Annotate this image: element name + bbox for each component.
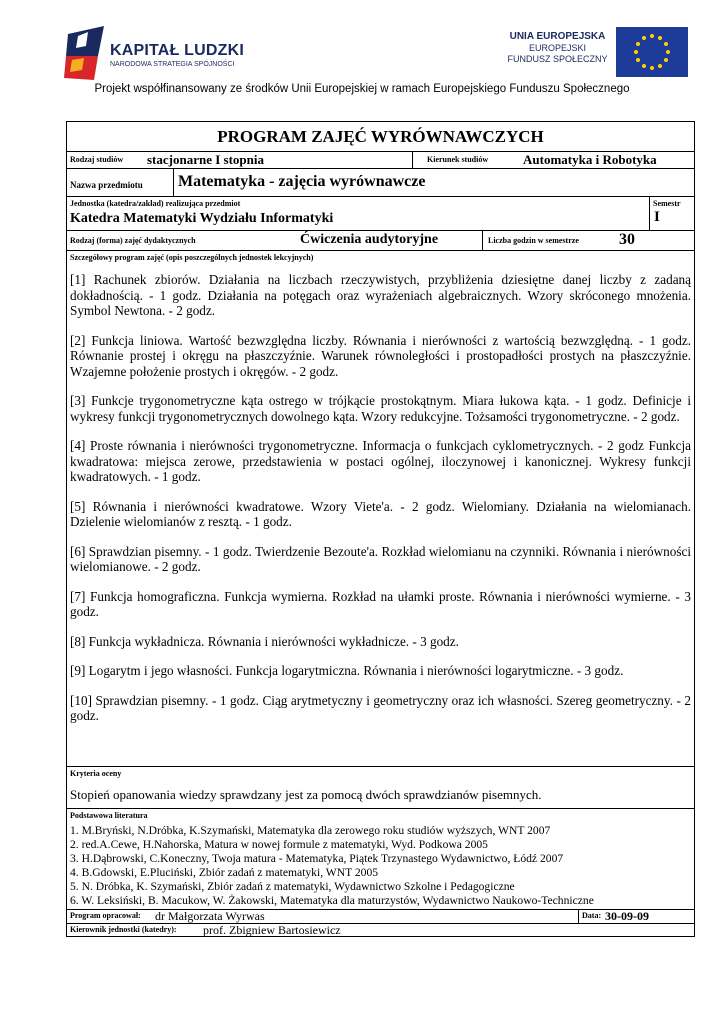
form-title-row <box>67 122 694 152</box>
study-type-label: Rodzaj studiów <box>70 155 124 164</box>
subject-value: Matematyka - zajęcia wyrównawcze <box>178 173 426 190</box>
date-label: Data: <box>582 911 602 920</box>
project-note: Projekt współfinansowany ze środków Unii Europejskiej w ramach Europejskiego Funduszu Społecznego <box>94 83 630 95</box>
eu-flag-icon <box>616 27 688 77</box>
prepared-by-label: Program opracował: <box>70 911 141 920</box>
literature-item: 4. B.Gdowski, E.Pluciński, Zbiór zadań z matematyki, WNT 2005 <box>70 866 379 879</box>
program-paragraph: [9] Logarytm i jego własności. Funkcja logarytmiczna. Równania i nierówności logarytmiczne. - 3 godz. <box>70 663 624 678</box>
study-type-value: stacjonarne I stopnia <box>147 152 265 167</box>
unit-label: Jednostka (katedra/zakład) realizująca przedmiot <box>70 199 241 208</box>
date-value: 30-09-09 <box>605 909 649 923</box>
page-header <box>0 0 724 110</box>
direction-label: Kierunek studiów <box>427 155 489 164</box>
semester-cell <box>649 197 694 230</box>
head-row <box>67 924 694 936</box>
program-paragraph: [3] Funkcje trygonometryczne kąta ostrego w trójkącie prostokątnym. Miara łukowa kąta. - 1 godz. Definicje i wykresy funkcji trygonometrycznych dowolnego kąta. Wzory redukcyjne. Tożsamości trygonometryczne. - 2 godz. <box>70 393 691 424</box>
subject-value-cell <box>173 169 694 196</box>
direction-cell <box>412 152 694 168</box>
semester-value: I <box>654 209 660 225</box>
hours-cell <box>482 231 694 250</box>
program-label: Szczegółowy program zajęć (opis poszczególnych jednostek lekcyjnych) <box>70 253 314 262</box>
prepared-cell <box>67 910 578 923</box>
study-row <box>67 152 694 169</box>
class-form-value: Ćwiczenia audytoryjne <box>300 232 439 247</box>
program-paragraph: [2] Funkcja liniowa. Wartość bezwzględna liczby. Równania i nierówności z wartością bezwzględną. - 1 godz. Równanie prostej i okręgu na płaszczyźnie. Warunek równoległości i prostopadłości prostych na płaszczyźnie. Wzajemne położenie prostych i okręgów. - 2 godz. <box>70 332 691 379</box>
unit-value: Katedra Matematyki Wydziału Informatyki <box>70 211 334 226</box>
literature-item: 1. M.Bryński, N.Dróbka, K.Szymański, Matematyka dla zerowego roku studiów wyższych, WNT 2007 <box>70 824 551 837</box>
ue-line3: FUNDUSZ SPOŁECZNY <box>507 54 608 64</box>
program-paragraph: [8] Funkcja wykładnicza. Równania i nierówności wykładnicze. - 3 godz. <box>70 633 459 649</box>
program-paragraph: [6] Sprawdzian pisemny. - 1 godz. Twierdzenie Bezoute'a. Rozkład wielomianu na czynniki. Równania i nierówności wielomianowe. - 2 godz. <box>70 543 691 574</box>
program-paragraph: [5] Równania i nierówności kwadratowe. Wzory Viete'a. - 2 godz. Wielomiany. Działania na wielomianach. Dzielenie wielomianów z resztą. - 1 godz. <box>70 498 691 529</box>
literature-item: 6. W. Leksiński, B. Macukow, W. Żakowski, Matematyka dla maturzystów, Wydawnictwo Naukowo-Techniczne <box>70 894 594 907</box>
class-form-label: Rodzaj (forma) zajęć dydaktycznych <box>70 236 196 245</box>
semester-label: Semestr <box>653 199 681 208</box>
direction-value: Automatyka i Robotyka <box>523 152 657 167</box>
study-type-cell <box>67 152 412 168</box>
ue-line1: UNIA EUROPEJSKA <box>509 31 606 42</box>
program-paragraph: [4] Proste równania i nierówności trygonometryczne. Informacja o funkcjach cyklometrycznych. - 2 godz Funkcja kwadratowa: miejsca zerowe, przedstawienia w postaci ogólnej, iloczynowej i kanonicznej. Wykresy funkcji kwadratowych. - 1 godz. <box>70 438 691 484</box>
ue-line2: EUROPEJSKI <box>528 43 586 53</box>
head-label: Kierownik jednostki (katedry): <box>70 925 177 934</box>
subject-row <box>67 169 694 197</box>
literature-list <box>70 824 691 908</box>
unit-row <box>67 197 694 231</box>
hours-value: 30 <box>619 231 635 248</box>
form-title: PROGRAM ZAJĘĆ WYRÓWNAWCZYCH <box>217 127 544 146</box>
program-body <box>70 272 691 738</box>
literature-label: Podstawowa literatura <box>70 811 148 820</box>
program-paragraph: [1] Rachunek zbiorów. Działania na liczbach rzeczywistych, przybliżenia dziesiętne danej liczby z zadaną dokładnością. - 1 godz. Działania na potęgach oraz wyrażeniach algebraicznych. Wzory skróconego mnożenia. Symbol Newtona. - 2 godz. <box>70 272 691 318</box>
class-form-cell <box>67 231 482 250</box>
date-cell <box>578 910 694 923</box>
subject-label-cell <box>67 169 173 196</box>
unit-cell <box>67 197 649 230</box>
criteria-label: Kryteria oceny <box>70 769 122 778</box>
literature-item: 5. N. Dróbka, K. Szymański, Zbiór zadań z matematyki, Wydawnictwo Szkolne i Pedagogiczne <box>70 880 515 893</box>
prepared-by-value: dr Małgorzata Wyrwas <box>155 909 265 923</box>
criteria-value: Stopień opanowania wiedzy sprawdzany jest za pomocą dwóch sprawdzianów pisemnych. <box>70 787 542 802</box>
literature-item: 2. red.A.Cewe, H.Nahorska, Matura w nowej formule z matematyki, Wyd. Podkowa 2005 <box>70 838 488 851</box>
ue-label <box>505 30 610 74</box>
head-value: prof. Zbigniew Bartosiewicz <box>203 923 341 937</box>
prepared-row <box>67 910 694 924</box>
kapital-ludzki-title: KAPITAŁ LUDZKI <box>110 42 245 59</box>
kapital-ludzki-logo-icon <box>64 26 110 80</box>
program-paragraph: [10] Sprawdzian pisemny. - 1 godz. Ciąg arytmetyczny i geometryczny oraz ich własności. Szereg geometryczny. - 2 godz. <box>70 692 691 723</box>
literature-item: 3. H.Dąbrowski, C.Koneczny, Twoja matura - Matematyka, Piątek Trzynastego Wydawnictwo, Łódź 2007 <box>70 852 564 865</box>
kapital-ludzki-subtitle: NARODOWA STRATEGIA SPÓJNOŚCI <box>110 61 235 68</box>
criteria-row <box>67 767 694 809</box>
program-form <box>66 121 695 937</box>
hours-label: Liczba godzin w semestrze <box>488 236 579 245</box>
literature-row <box>67 809 694 910</box>
class-form-row <box>67 231 694 251</box>
program-row <box>67 251 694 767</box>
program-paragraph: [7] Funkcja homograficzna. Funkcja wymierna. Rozkład na ułamki proste. Równania i nierówności wymierne. - 3 godz. <box>70 588 691 619</box>
subject-label: Nazwa przedmiotu <box>70 180 143 190</box>
